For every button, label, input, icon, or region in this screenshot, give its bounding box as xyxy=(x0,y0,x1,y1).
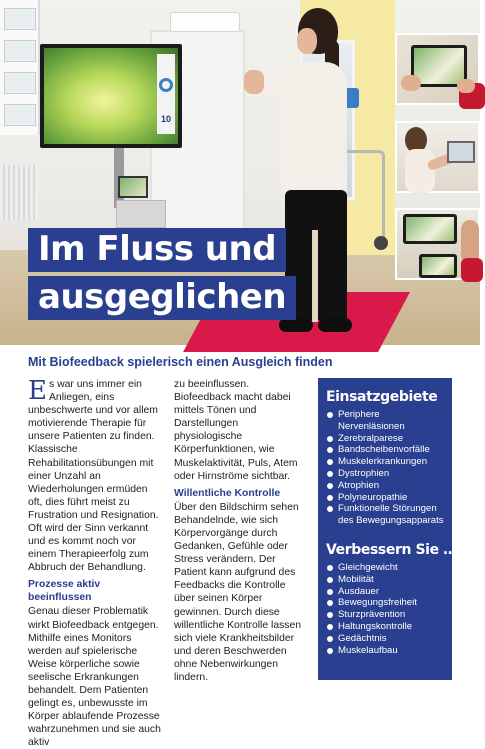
photo-exercise xyxy=(395,121,480,193)
box-heading-verbessern: Verbessern Sie … xyxy=(326,541,457,558)
shelf-box xyxy=(4,8,36,30)
bullet-icon xyxy=(327,447,333,453)
leg-gap xyxy=(312,230,318,322)
list-item: Sturzprävention xyxy=(326,609,444,621)
box-heading-einsatzgebiete: Einsatzgebiete xyxy=(326,389,438,405)
biofeedback-monitor xyxy=(40,44,182,148)
person-shoe xyxy=(279,318,313,332)
list-verbessern xyxy=(326,562,444,656)
hero-title-line1: Im Fluss und xyxy=(28,228,286,272)
bullet-icon xyxy=(327,612,333,618)
paragraph: Genau dieser Problematik wirkt Biofeedback entgegen. Mithilfe eines Monitors werden auf spielerische Weise körperliche sowie seelische Erkrankungen behandelt. Dem Patienten gelingt es, unbewusste im Körper ablaufende Prozesse wahrzunehmen und sie auch aktiv xyxy=(28,606,161,749)
walker-wheel xyxy=(374,236,388,250)
section-heading: Prozesse aktiv beeinflussen xyxy=(28,579,101,604)
hero-photo xyxy=(0,0,480,345)
list-item: Mobilität xyxy=(326,574,444,586)
list-item: Bewegungsfreiheit xyxy=(326,597,444,609)
list-einsatzgebiete xyxy=(326,409,444,527)
bullet-icon xyxy=(327,495,333,501)
monitor-screen xyxy=(44,48,178,144)
photo-tablet-hands xyxy=(395,33,480,105)
bullet-icon xyxy=(327,483,333,489)
person-shoe xyxy=(318,318,352,332)
article-subtitle: Mit Biofeedback spielerisch einen Ausgleich finden xyxy=(28,355,333,369)
bullet-icon xyxy=(327,565,333,571)
article-column-2 xyxy=(174,378,309,684)
list-item: Gedächtnis xyxy=(326,633,444,645)
person-face xyxy=(297,28,317,54)
device-cart xyxy=(116,200,166,228)
bullet-icon xyxy=(327,624,333,630)
shelf-box xyxy=(4,40,36,62)
list-item: Dystrophien xyxy=(326,468,444,480)
monitor-gauge-icon xyxy=(159,78,173,92)
list-item: Muskelaufbau xyxy=(326,645,444,657)
dropcap: E xyxy=(28,376,47,406)
photo-screen-tablet xyxy=(395,208,480,280)
hero-title-line2: ausgeglichen xyxy=(28,276,296,320)
bullet-icon xyxy=(327,636,333,642)
person-torso xyxy=(281,62,347,197)
bullet-icon xyxy=(327,648,333,654)
list-item: Muskelerkrankungen xyxy=(326,456,444,468)
shelf-box xyxy=(4,104,36,126)
bullet-icon xyxy=(327,577,333,583)
paragraph: zu beeinflussen. Biofeedback macht dabei mittels Tönen und Darstellungen physiologische Körperfunktionen, wie Muskelaktivität, Puls, Atem oder Hirnströme sichtbar. xyxy=(174,379,298,482)
bullet-icon xyxy=(327,506,333,512)
article-column-1 xyxy=(28,378,162,749)
bullet-icon xyxy=(327,600,333,606)
bullet-icon xyxy=(327,436,333,442)
section-heading: Willentliche Kontrolle xyxy=(174,487,281,499)
list-item: Bandscheibenvorfälle xyxy=(326,444,444,456)
photo-strip xyxy=(395,33,480,285)
bullet-icon xyxy=(327,471,333,477)
list-item: Zerebralparese xyxy=(326,433,444,445)
list-item: Ausdauer xyxy=(326,586,444,598)
list-item: Atrophien xyxy=(326,480,444,492)
bullet-icon xyxy=(327,589,333,595)
list-item: Haltungskontrolle xyxy=(326,621,444,633)
air-conditioner xyxy=(170,12,240,32)
shelf-box xyxy=(4,72,36,94)
bullet-icon xyxy=(327,412,333,418)
list-item: Gleichgewicht xyxy=(326,562,444,574)
info-box xyxy=(318,378,457,680)
cart-tablet xyxy=(118,176,148,198)
list-item: Periphere Nervenläsionen xyxy=(326,409,444,433)
list-item: Polyneuropathie xyxy=(326,492,444,504)
shelf xyxy=(0,0,40,135)
paragraph: Über den Bildschirm sehen Behandelnde, wie sich Körpervorgänge durch Gedanken, Gefühle oder Stress verändern. Der Patient kann aufgrund des Feedbacks die Kontrolle über seinen Körper gewinnen. Durch diese willentliche Kontrolle lassen sich viele Krankheitsbilder und deren Beschwerden ohne Nebenwirkungen lindern. xyxy=(174,501,302,683)
monitor-counter: 10 xyxy=(160,114,171,124)
radiator xyxy=(0,165,38,220)
bullet-icon xyxy=(327,459,333,465)
list-item: Funktionelle Störungen des Bewegungsapparats xyxy=(326,503,444,527)
person-hands xyxy=(244,70,264,94)
intro-paragraph: Es war uns immer ein Anliegen, eins unbeschwerte und vor allem motivierende Therapie für unsere Patienten zu finden. Klassische Rehabilitationsübungen mit einer Unzahl an Wiederholungen ermüden oft, dies führt meist zu Frustration und Resignation. Oft wird der Sinn verkannt und es kommt noch vor einem Therapieerfolg zum Abbruch der Behandlung. xyxy=(28,376,159,574)
